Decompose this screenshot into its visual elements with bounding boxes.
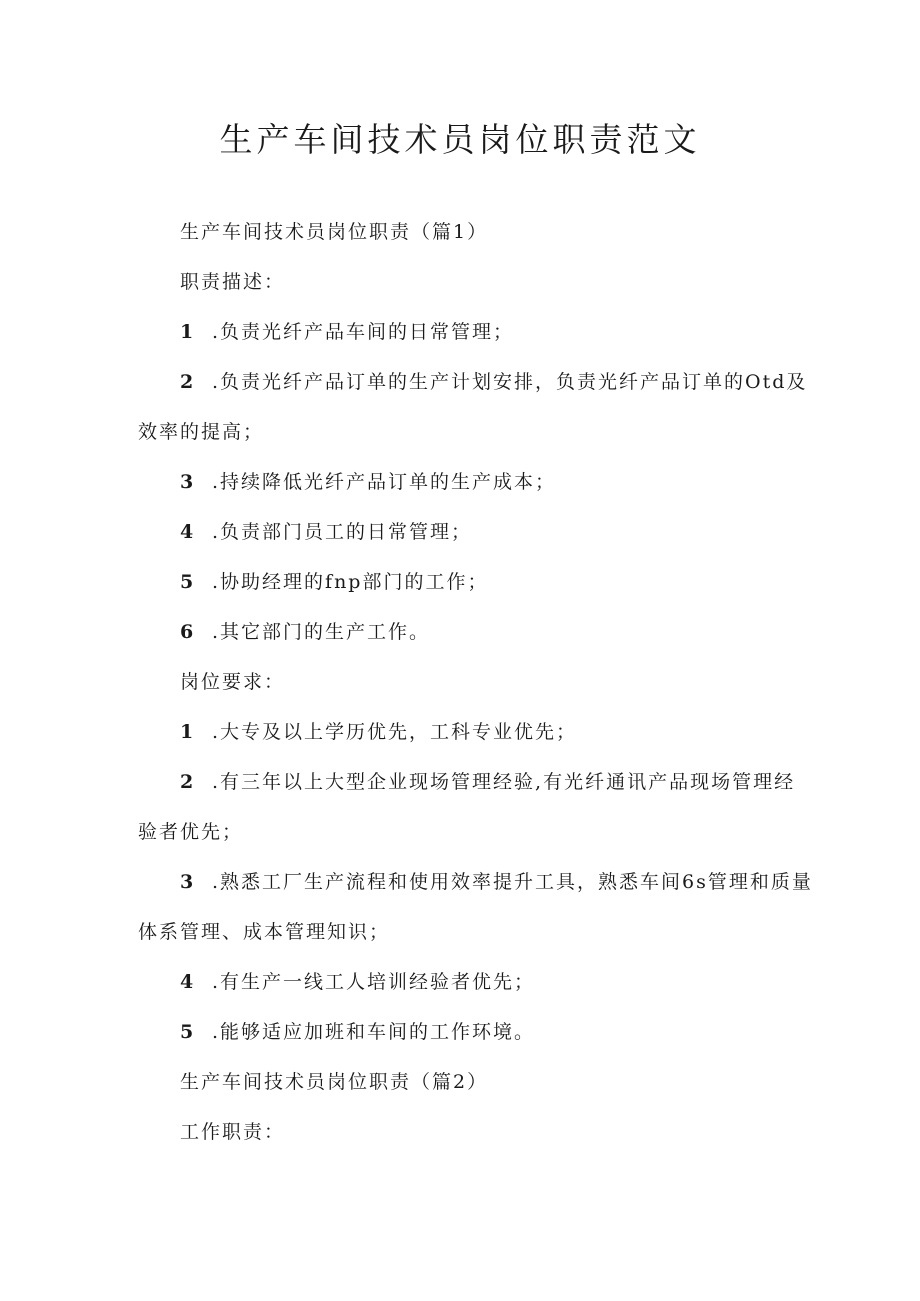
section-heading-2: 生产车间技术员岗位职责（篇2） bbox=[180, 1071, 489, 1093]
requirement-number: 3 bbox=[180, 871, 196, 893]
requirement-number: 2 bbox=[180, 771, 196, 793]
duty-number: 5 bbox=[180, 571, 196, 593]
requirement-text: .熟悉工厂生产流程和使用效率提升工具，熟悉车间6s管理和质量 bbox=[212, 871, 813, 893]
duty-number: 6 bbox=[180, 621, 196, 643]
duty-item-2-continuation: 效率的提高； bbox=[138, 421, 265, 443]
requirement-item-2 bbox=[180, 769, 800, 795]
duty-item-1 bbox=[180, 319, 800, 345]
requirement-item-3-continuation: 体系管理、成本管理知识； bbox=[138, 921, 391, 943]
duty-item-2 bbox=[180, 369, 808, 395]
requirement-text: .能够适应加班和车间的工作环境。 bbox=[212, 1021, 536, 1043]
duty-text: .协助经理的fnp部门的工作； bbox=[212, 571, 489, 593]
duties-label: 职责描述： bbox=[180, 271, 286, 293]
requirement-text: .有生产一线工人培训经验者优先； bbox=[212, 971, 536, 993]
requirement-text: .大专及以上学历优先，工科专业优先； bbox=[212, 721, 578, 743]
duty-text: .负责光纤产品订单的生产计划安排，负责光纤产品订单的Otd及 bbox=[212, 371, 808, 393]
requirement-item-5 bbox=[180, 1019, 800, 1045]
duty-text: .负责光纤产品车间的日常管理； bbox=[212, 321, 515, 343]
duty-item-4 bbox=[180, 519, 800, 545]
work-duties-label: 工作职责： bbox=[180, 1121, 286, 1143]
duty-text: .其它部门的生产工作。 bbox=[212, 621, 431, 643]
duty-text: .持续降低光纤产品订单的生产成本； bbox=[212, 471, 557, 493]
duty-number: 2 bbox=[180, 371, 196, 393]
requirement-number: 1 bbox=[180, 721, 196, 743]
requirements-label: 岗位要求： bbox=[180, 671, 286, 693]
requirement-number: 4 bbox=[180, 971, 196, 993]
requirement-item-2-continuation: 验者优先； bbox=[138, 821, 244, 843]
duty-item-3 bbox=[180, 469, 800, 495]
requirement-number: 5 bbox=[180, 1021, 196, 1043]
duty-number: 3 bbox=[180, 471, 196, 493]
duty-number: 4 bbox=[180, 521, 196, 543]
requirement-text: .有三年以上大型企业现场管理经验,有光纤通讯产品现场管理经 bbox=[212, 771, 796, 793]
requirement-item-3 bbox=[180, 869, 813, 895]
duty-text: .负责部门员工的日常管理； bbox=[212, 521, 473, 543]
requirement-item-1 bbox=[180, 719, 800, 745]
duty-item-6 bbox=[180, 619, 800, 645]
section-heading-1: 生产车间技术员岗位职责（篇1） bbox=[180, 221, 489, 243]
duty-number: 1 bbox=[180, 321, 196, 343]
requirement-item-4 bbox=[180, 969, 800, 995]
duty-item-5 bbox=[180, 569, 800, 595]
document-title: 生产车间技术员岗位职责范文 bbox=[219, 120, 701, 159]
